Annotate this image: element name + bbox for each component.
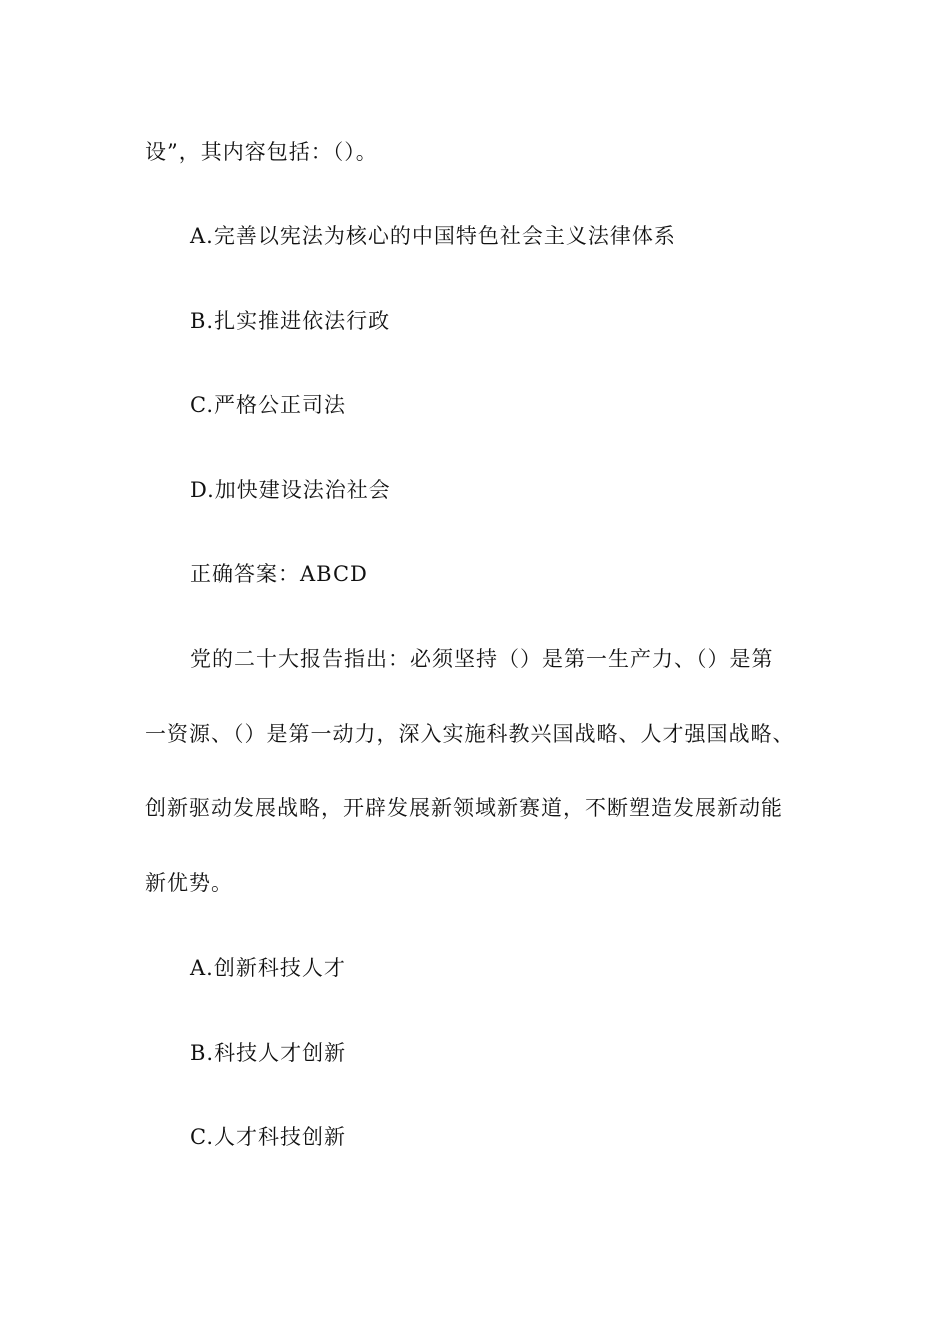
question-1-answer: 正确答案：ABCD bbox=[190, 562, 368, 586]
question-1-option-c: C.严格公正司法 bbox=[190, 393, 346, 417]
question-1-option-d: D.加快建设法治社会 bbox=[190, 478, 391, 502]
question-2-stem-line-3: 创新驱动发展战略，开辟发展新领域新赛道，不断塑造发展新动能 bbox=[145, 796, 783, 820]
question-2-stem-line-2: 一资源、（）是第一动力，深入实施科教兴国战略、人才强国战略、 bbox=[145, 722, 795, 746]
question-1-option-b: B.扎实推进依法行政 bbox=[190, 309, 391, 333]
question-2-option-c: C.人才科技创新 bbox=[190, 1125, 346, 1149]
question-2-option-b: B.科技人才创新 bbox=[190, 1041, 347, 1065]
question-2-stem-line-4: 新优势。 bbox=[145, 871, 233, 895]
question-1-option-a: A.完善以宪法为核心的中国特色社会主义法律体系 bbox=[190, 224, 676, 248]
question-2-stem-line-1: 党的二十大报告指出：必须坚持（）是第一生产力、（）是第 bbox=[190, 647, 774, 671]
question-1-stem-tail: 设”，其内容包括：（）。 bbox=[145, 140, 378, 164]
question-2-option-a: A.创新科技人才 bbox=[190, 956, 346, 980]
